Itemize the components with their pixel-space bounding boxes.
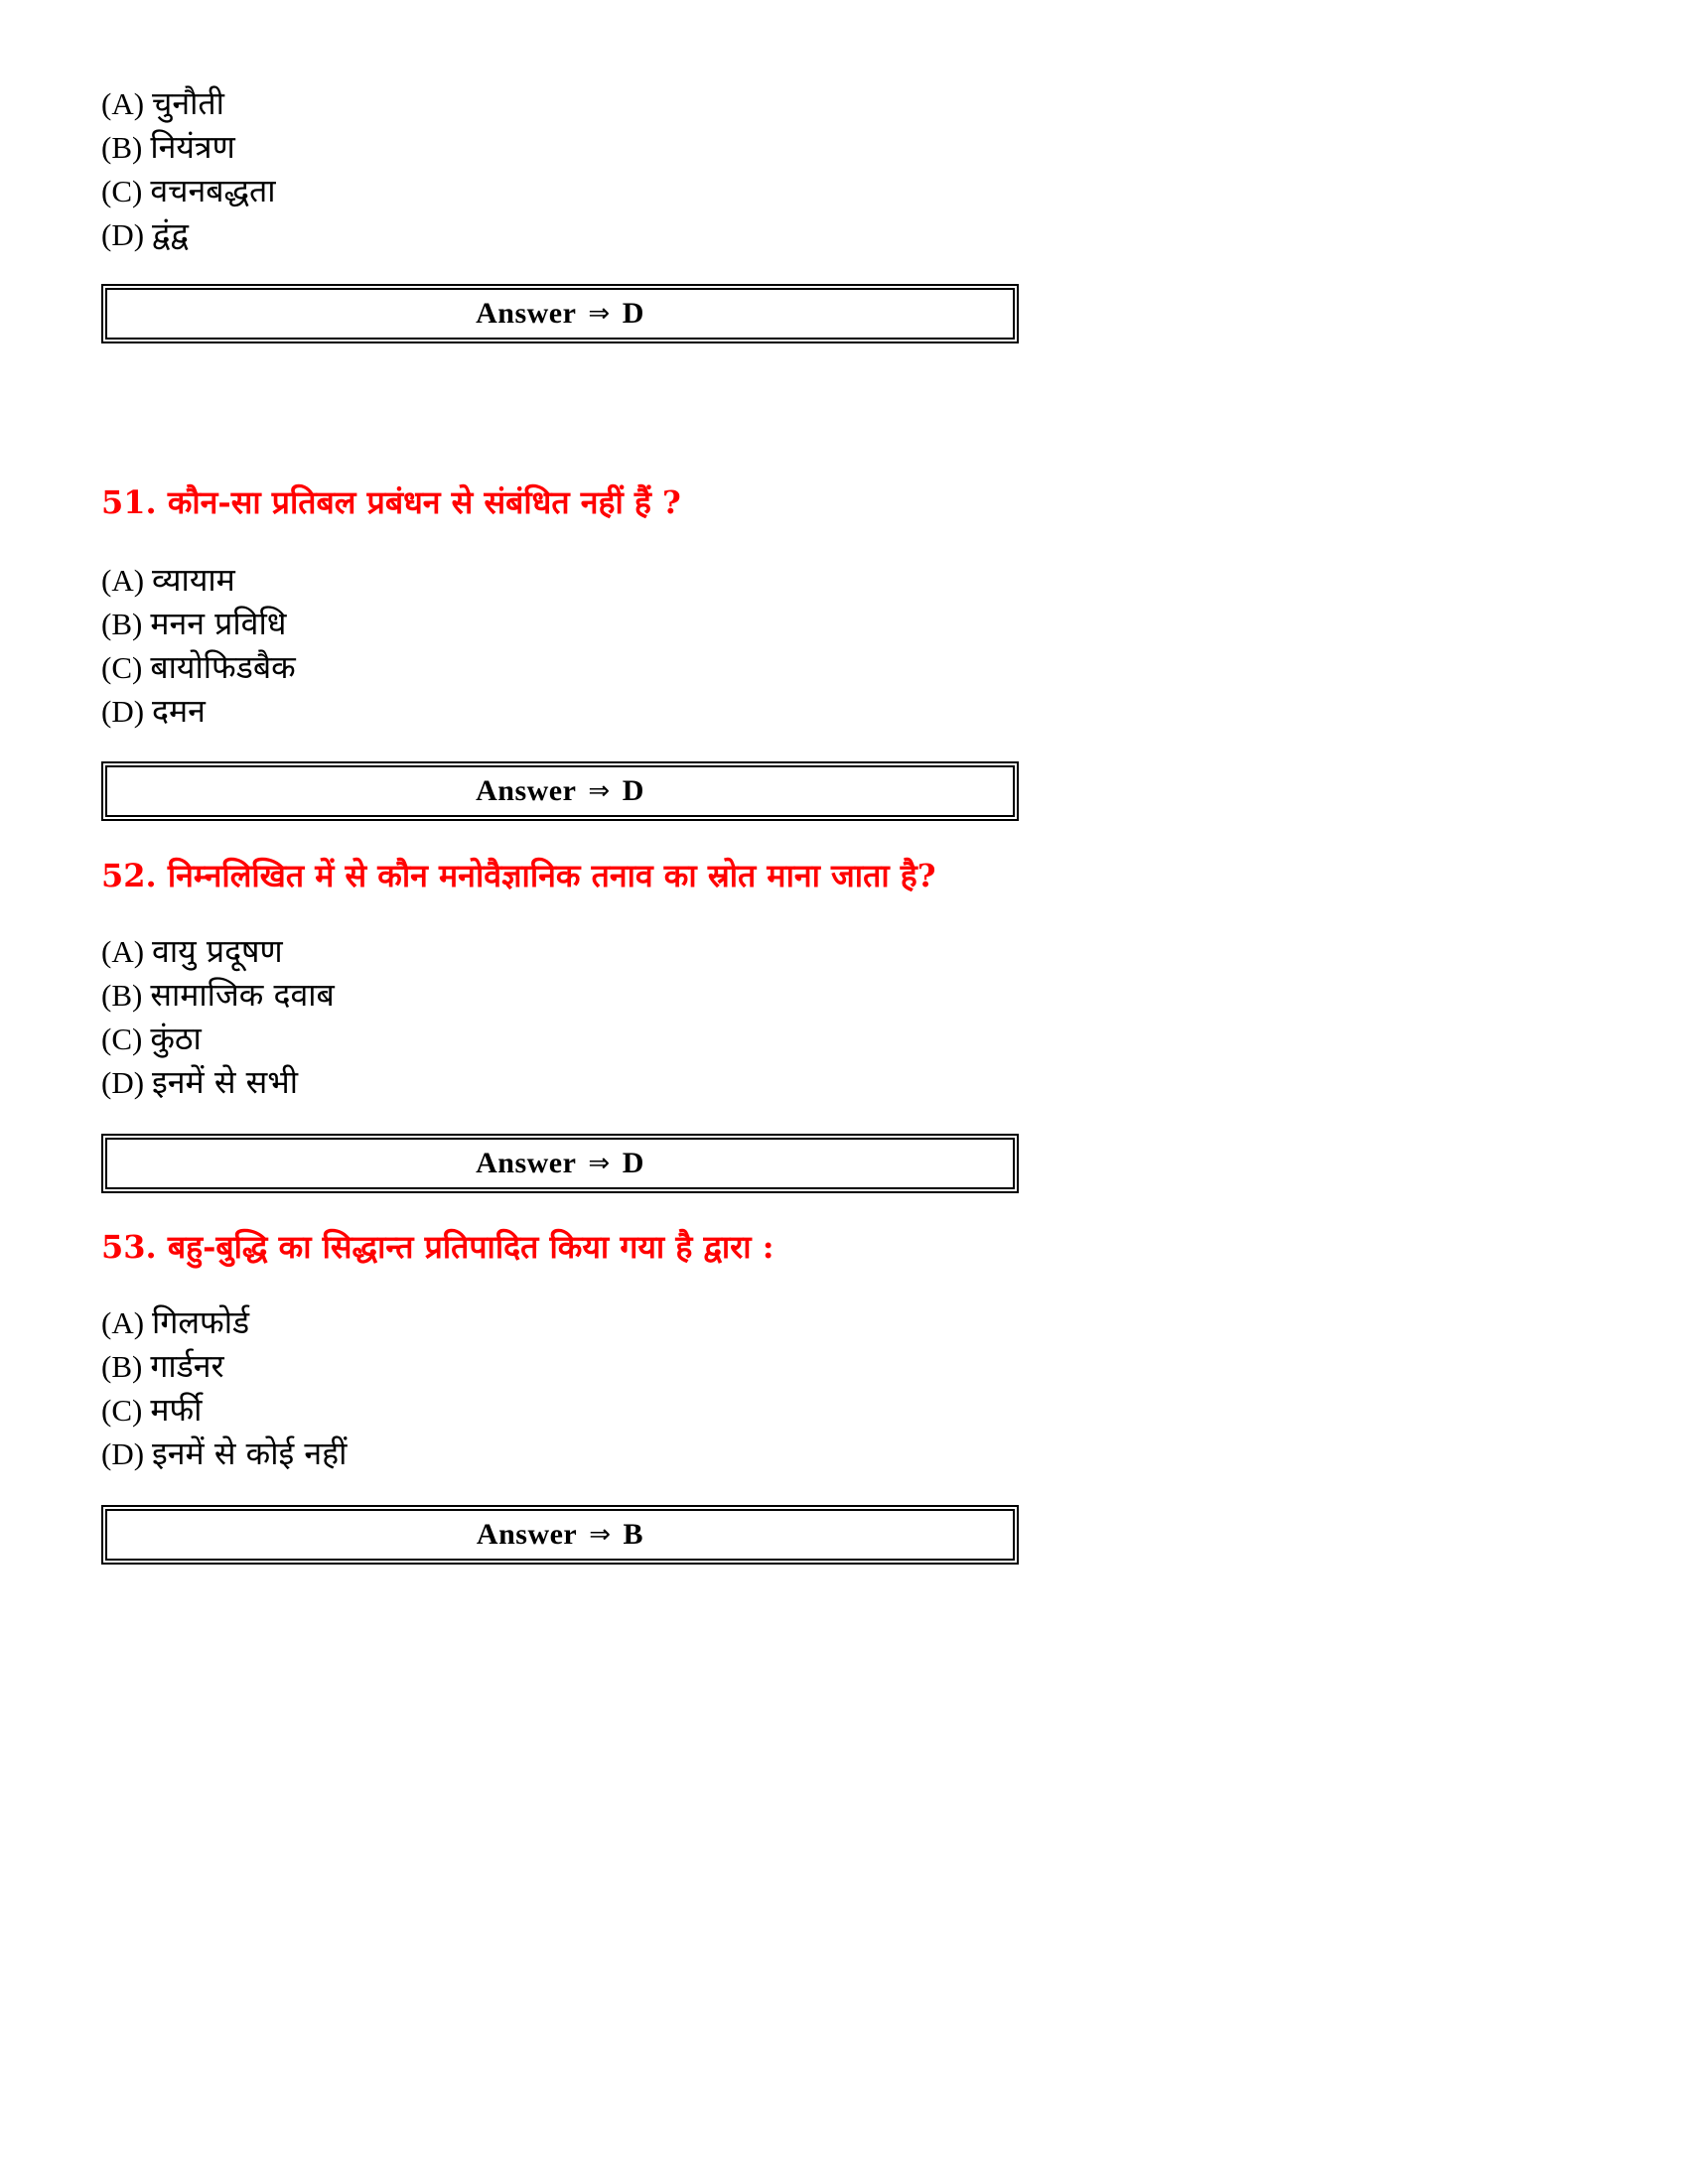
implies-arrow-icon: ⇒ <box>588 776 611 806</box>
question-52-block <box>101 929 1015 1104</box>
option-a <box>101 929 1015 973</box>
question-52-title: 52. निम्नलिखित में से कौन मनोवैज्ञानिक तनाव का स्रोत माना जाता है? <box>101 857 936 894</box>
option-text: गार्डनर <box>150 1347 224 1385</box>
answer-value: D <box>622 774 644 807</box>
answer-label: Answer <box>476 1147 577 1179</box>
option-b <box>101 973 1015 1017</box>
question-51-block <box>101 558 1015 733</box>
option-a <box>101 81 1015 125</box>
answer-box-52 <box>101 1134 1019 1193</box>
question-53-options <box>101 1300 1015 1475</box>
option-key: (D) <box>101 694 145 729</box>
option-text: वचनबद्धता <box>150 172 276 209</box>
option-text: दमन <box>152 692 206 730</box>
answer-value: D <box>622 1147 644 1179</box>
option-text: इनमें से कोई नहीं <box>152 1434 348 1472</box>
answer-label: Answer <box>476 297 577 330</box>
option-key: (B) <box>101 1349 143 1384</box>
option-text: द्वंद्व <box>152 215 189 253</box>
implies-arrow-icon: ⇒ <box>588 299 611 329</box>
answer-box-51 <box>101 761 1019 821</box>
option-key: (C) <box>101 650 143 685</box>
option-key: (B) <box>101 978 143 1013</box>
option-text: नियंत्रण <box>150 128 235 166</box>
option-c <box>101 1017 1015 1060</box>
option-a <box>101 1300 1015 1344</box>
option-c <box>101 169 1015 212</box>
option-text: गिलफोर्ड <box>152 1303 250 1341</box>
option-key: (A) <box>101 1305 145 1340</box>
option-text: मनन प्रविधि <box>150 605 287 642</box>
option-text: इनमें से सभी <box>152 1063 299 1101</box>
option-c <box>101 645 1015 689</box>
option-b <box>101 602 1015 645</box>
option-text: व्यायाम <box>152 561 235 599</box>
answer-value: B <box>623 1518 644 1551</box>
question-52-options <box>101 929 1015 1104</box>
answer-box-53 <box>101 1505 1019 1565</box>
option-d <box>101 689 1015 733</box>
option-text: सामाजिक दवाब <box>150 976 335 1014</box>
option-c <box>101 1388 1015 1432</box>
option-b <box>101 1344 1015 1388</box>
option-key: (D) <box>101 1436 145 1471</box>
answer-label: Answer <box>476 774 577 807</box>
option-text: चुनौती <box>152 84 224 122</box>
option-key: (C) <box>101 1022 143 1056</box>
question-50-block <box>101 81 1015 256</box>
option-text: मर्फी <box>150 1391 203 1429</box>
option-b <box>101 125 1015 169</box>
option-text: कुंठा <box>150 1020 202 1057</box>
option-d <box>101 212 1015 256</box>
option-key: (C) <box>101 1393 143 1428</box>
option-d <box>101 1060 1015 1104</box>
option-a <box>101 558 1015 602</box>
answer-value: D <box>622 297 644 330</box>
option-key: (D) <box>101 1065 145 1100</box>
option-key: (B) <box>101 130 143 165</box>
option-key: (A) <box>101 563 145 598</box>
option-d <box>101 1432 1015 1475</box>
question-53-block <box>101 1300 1015 1475</box>
implies-arrow-icon: ⇒ <box>589 1520 612 1550</box>
question-51-options <box>101 558 1015 733</box>
answer-box-50 <box>101 284 1019 343</box>
question-50-options <box>101 81 1015 256</box>
option-text: वायु प्रदूषण <box>152 932 283 970</box>
option-key: (B) <box>101 607 143 641</box>
question-53-title: 53. बहु-बुद्धि का सिद्धान्त प्रतिपादित किया गया है द्वारा : <box>101 1228 774 1266</box>
question-51-title: 51. कौन-सा प्रतिबल प्रबंधन से संबंधित नहीं हैं ? <box>101 483 681 521</box>
option-key: (A) <box>101 86 145 121</box>
answer-label: Answer <box>476 1518 578 1551</box>
option-text: बायोफिडबैक <box>150 648 296 686</box>
implies-arrow-icon: ⇒ <box>588 1149 611 1178</box>
option-key: (C) <box>101 174 143 208</box>
option-key: (D) <box>101 217 145 252</box>
option-key: (A) <box>101 934 145 969</box>
